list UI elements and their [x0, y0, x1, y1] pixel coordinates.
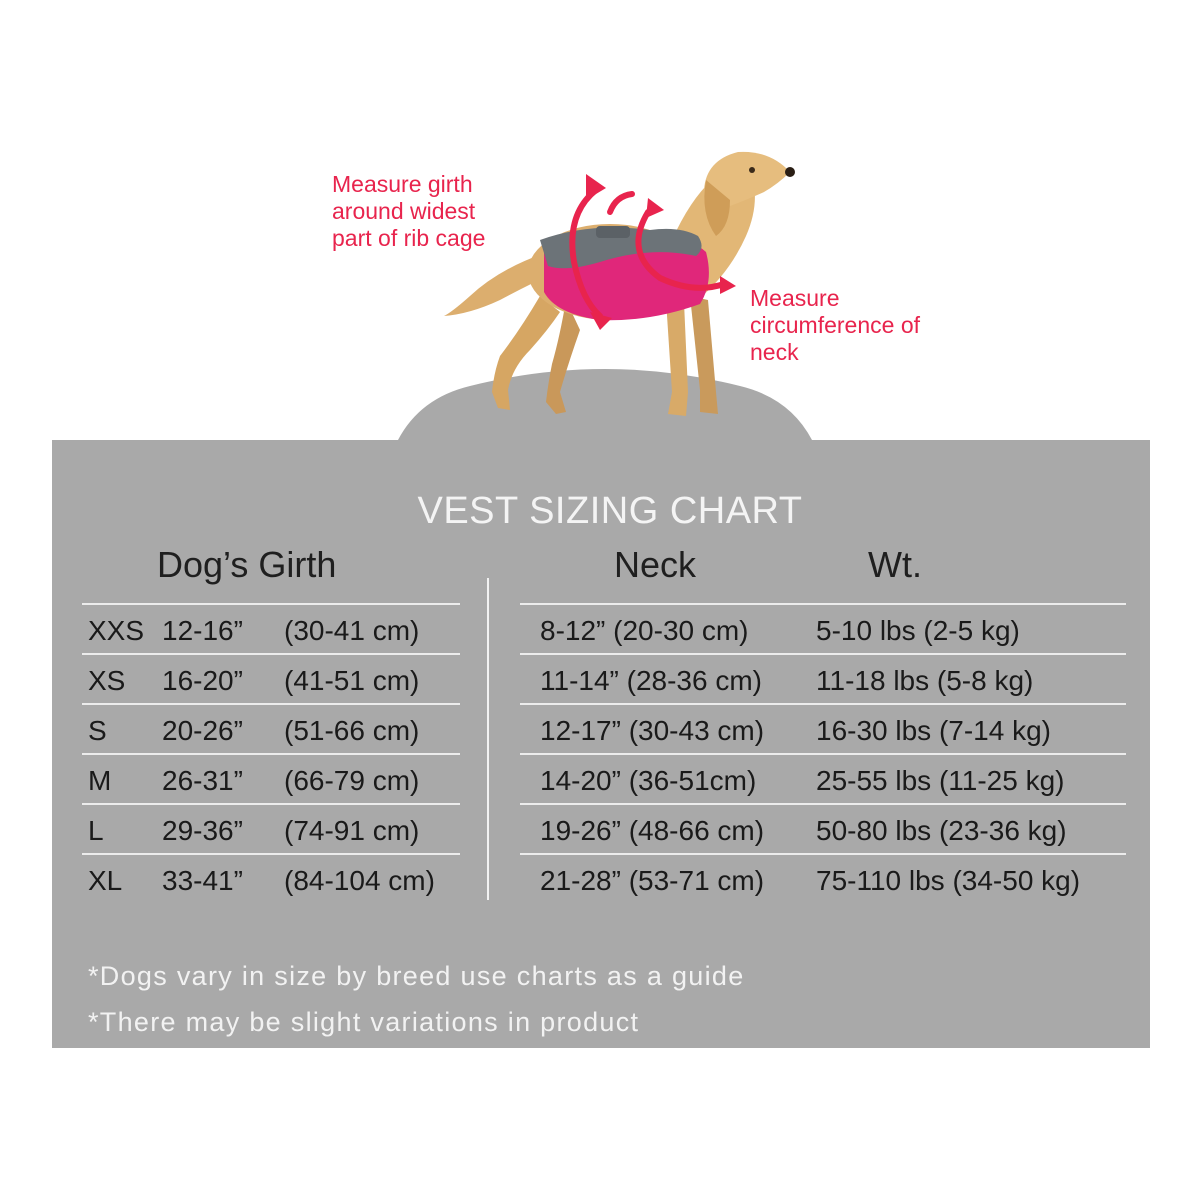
- table-row: [82, 803, 460, 853]
- table-row: [520, 653, 1126, 703]
- girth-cm-cell: (51-66 cm): [284, 715, 420, 746]
- column-divider: [487, 578, 489, 900]
- neck-cell: 12-17” (30-43 cm): [540, 715, 765, 746]
- weight-column-header: Wt.: [868, 544, 922, 585]
- neck-cell: 14-20” (36-51cm): [540, 765, 757, 796]
- vest-handle: [596, 226, 630, 238]
- table-row: [82, 703, 460, 753]
- girth-inches-cell: 20-26”: [162, 715, 243, 746]
- neck-cell: 11-14” (28-36 cm): [540, 665, 763, 696]
- girth-cm-cell: (66-79 cm): [284, 765, 420, 796]
- girth-inches-cell: 16-20”: [162, 665, 243, 696]
- size-cell: XS: [88, 665, 126, 696]
- table-row: [520, 853, 1126, 903]
- table-row: [520, 703, 1126, 753]
- neck-cell: 8-12” (20-30 cm): [540, 615, 749, 646]
- weight-cell: 5-10 lbs (2-5 kg): [816, 615, 1020, 646]
- weight-cell: 25-55 lbs (11-25 kg): [816, 765, 1065, 796]
- neck-measure-note: Measure circumference of neck: [750, 285, 921, 365]
- size-cell: L: [88, 815, 104, 846]
- neck-weight-table: [520, 603, 1126, 903]
- girth-inches-cell: 12-16”: [162, 615, 243, 646]
- neck-cell: 19-26” (48-66 cm): [540, 815, 765, 846]
- neck-column-header: Neck: [614, 544, 697, 585]
- girth-inches-cell: 26-31”: [162, 765, 243, 796]
- table-row: [82, 753, 460, 803]
- table-row: [520, 753, 1126, 803]
- weight-cell: 75-110 lbs (34-50 kg): [816, 865, 1081, 896]
- weight-cell: 11-18 lbs (5-8 kg): [816, 665, 1034, 696]
- girth-column-header: Dog’s Girth: [157, 544, 337, 585]
- neck-cell: 21-28” (53-71 cm): [540, 865, 765, 896]
- table-row: [82, 603, 460, 653]
- chart-title: VEST SIZING CHART: [417, 490, 803, 532]
- girth-cm-cell: (74-91 cm): [284, 815, 420, 846]
- footnote-breed: *Dogs vary in size by breed use charts as a guide: [88, 961, 745, 991]
- table-row: [82, 653, 460, 703]
- girth-arrow-top: [610, 194, 632, 212]
- footnote-variation: *There may be slight variations in product: [88, 1007, 640, 1037]
- table-row: [520, 803, 1126, 853]
- dog-eye: [749, 167, 755, 173]
- girth-inches-cell: 29-36”: [162, 815, 243, 846]
- girth-arrowhead-top: [586, 174, 606, 200]
- girth-cm-cell: (84-104 cm): [284, 865, 435, 896]
- girth-table: [82, 603, 460, 903]
- dog-nose: [785, 167, 795, 177]
- table-row: [82, 853, 460, 903]
- weight-cell: 50-80 lbs (23-36 kg): [816, 815, 1067, 846]
- girth-measure-note: Measure girth around widest part of rib cage: [332, 171, 486, 251]
- neck-arrowhead-top: [646, 198, 664, 218]
- size-cell: M: [88, 765, 112, 796]
- table-row: [520, 603, 1126, 653]
- girth-cm-cell: (41-51 cm): [284, 665, 420, 696]
- girth-inches-cell: 33-41”: [162, 865, 243, 896]
- girth-cm-cell: (30-41 cm): [284, 615, 420, 646]
- size-cell: S: [88, 715, 107, 746]
- weight-cell: 16-30 lbs (7-14 kg): [816, 715, 1052, 746]
- size-cell: XL: [88, 865, 123, 896]
- neck-arrowhead-right: [720, 276, 736, 294]
- size-cell: XXS: [88, 615, 145, 646]
